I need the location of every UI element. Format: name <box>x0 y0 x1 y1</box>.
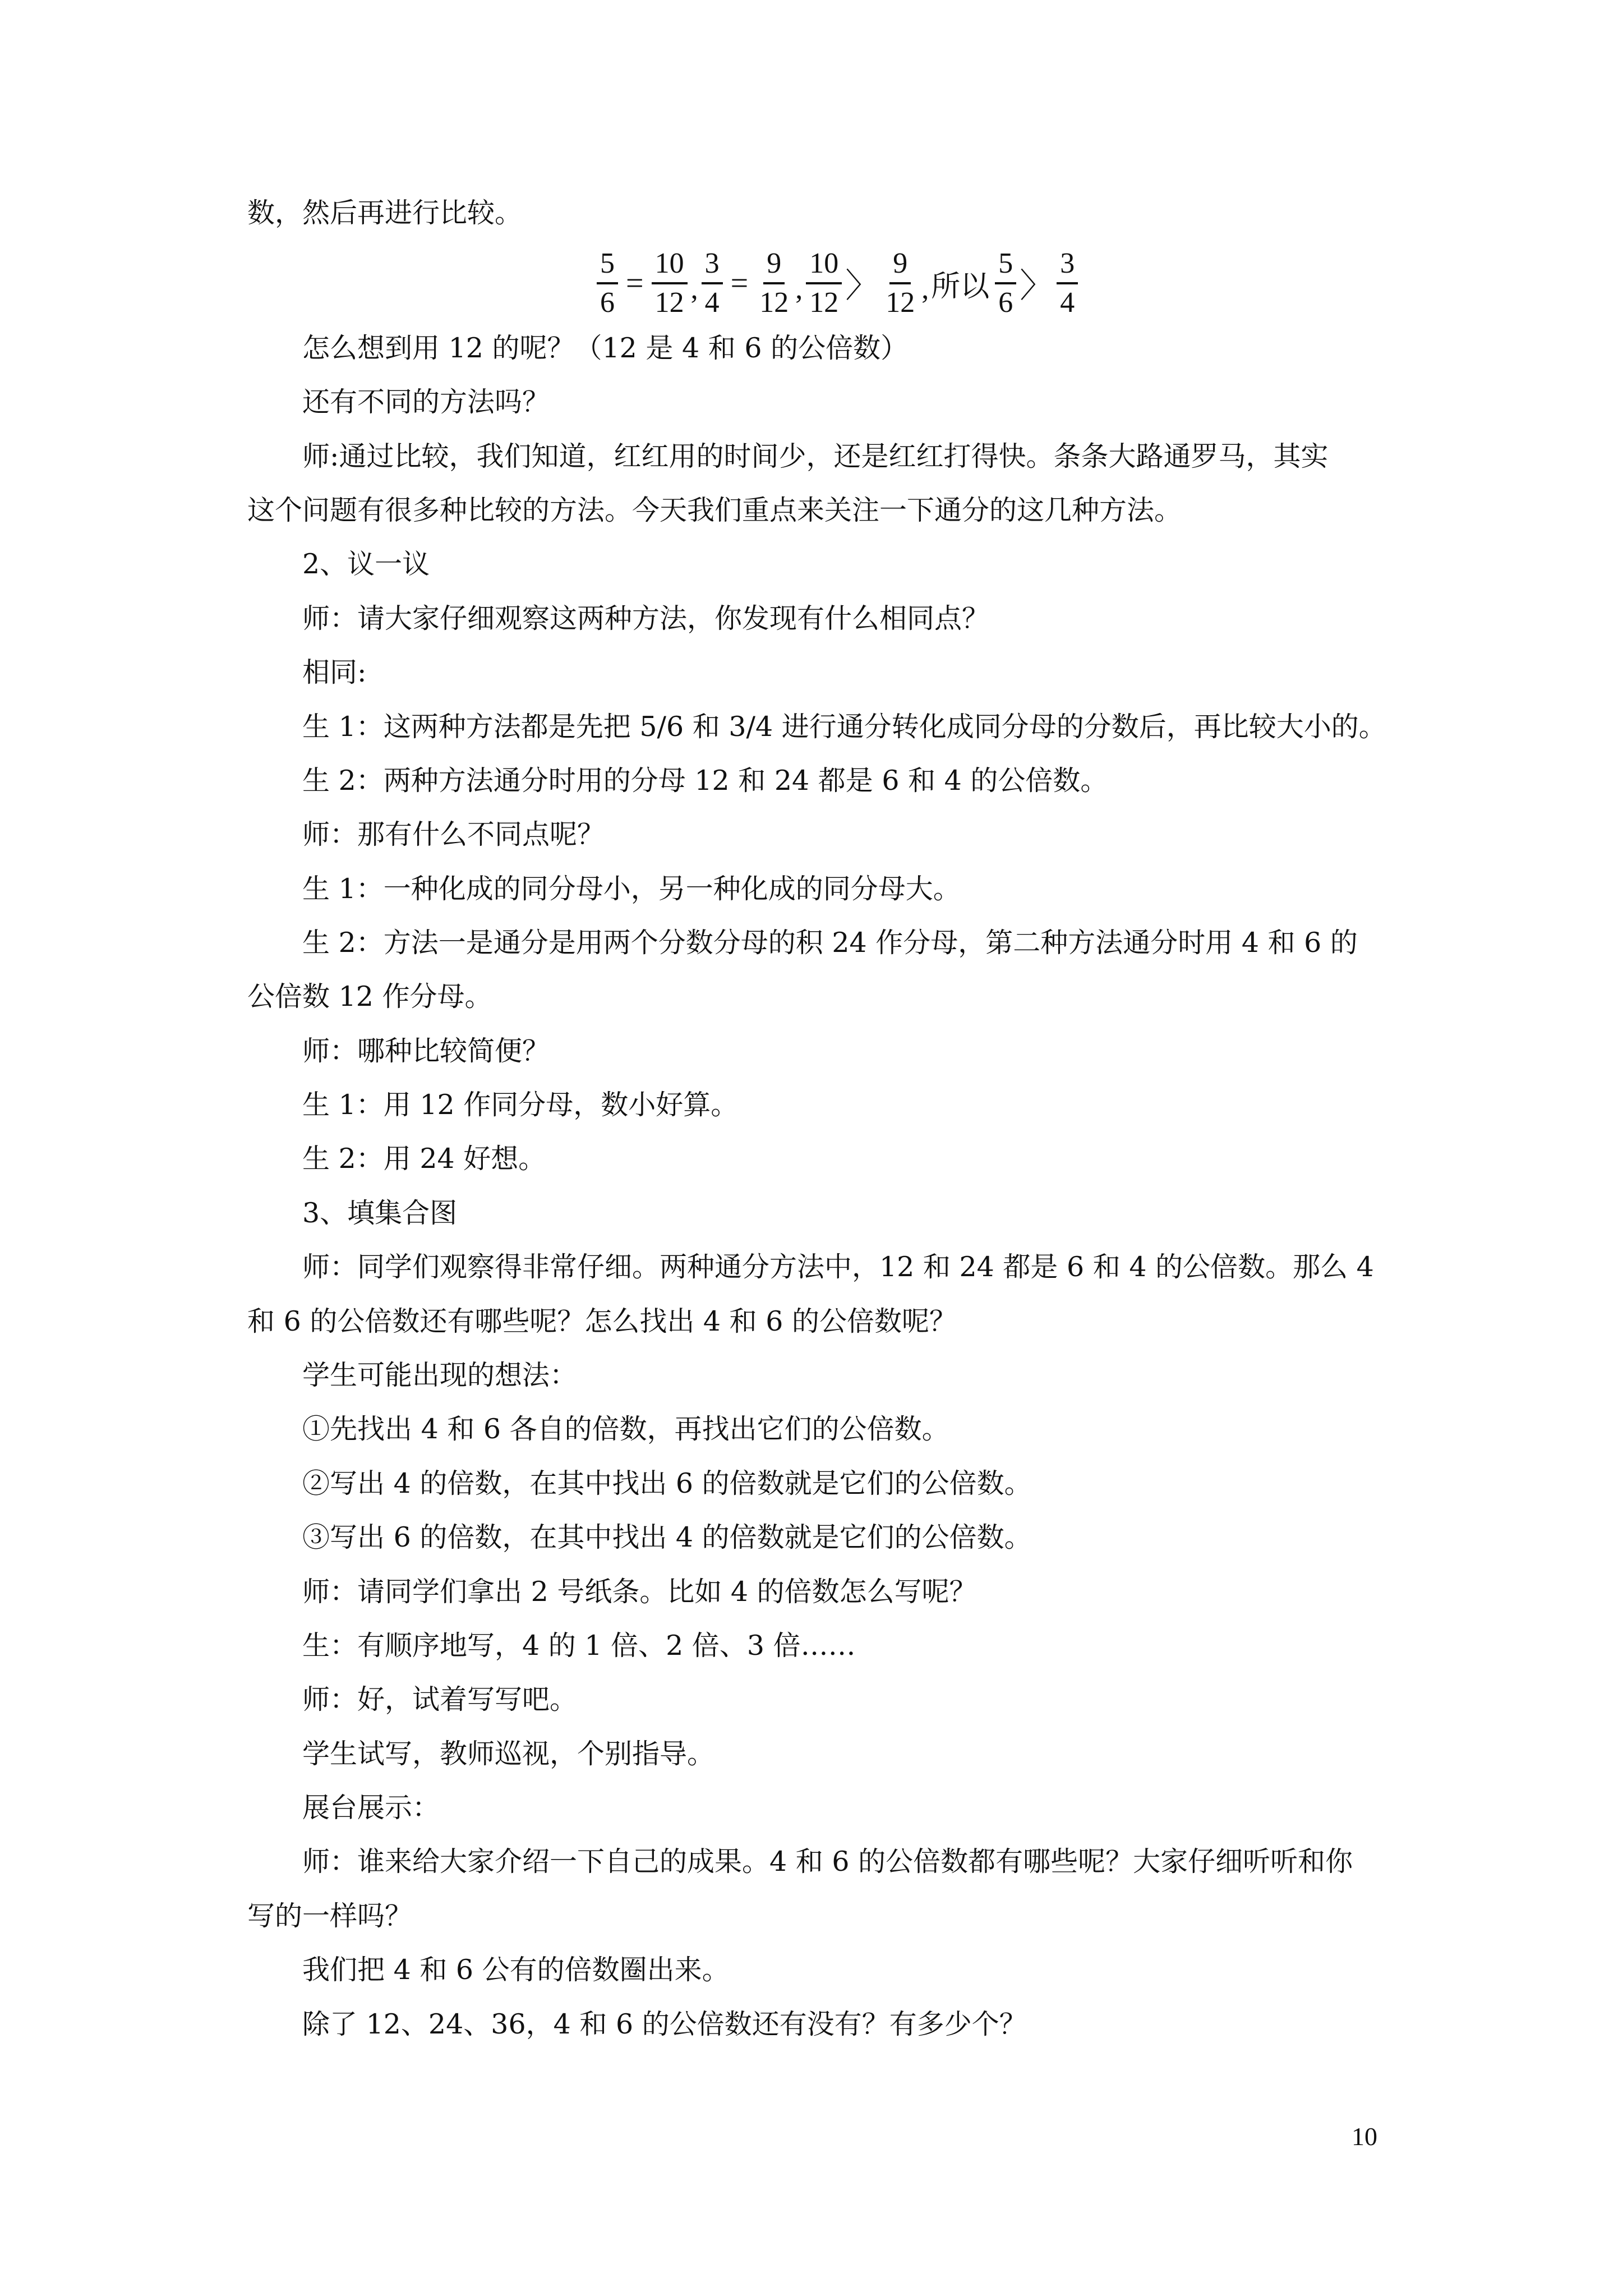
fraction-comparison-formula <box>594 238 1080 328</box>
text-line: ①先找出 4 和 6 各自的倍数，再找出它们的公倍数。 <box>302 1413 949 1445</box>
comma: , <box>690 273 698 305</box>
text-line: 师：好，试着写写吧。 <box>302 1683 578 1715</box>
equals-sign: = <box>730 266 749 301</box>
text-line: 和 6 的公倍数还有哪些呢？怎么找出 4 和 6 的公倍数呢？ <box>247 1305 957 1337</box>
fraction: $\frac{5}{6}$ <box>597 245 618 321</box>
greater-than-sign: 〉 <box>1020 268 1054 305</box>
text-line: ②写出 4 的倍数，在其中找出 6 的倍数就是它们的公倍数。 <box>302 1467 1032 1499</box>
text-line: 除了 12、24、36，4 和 6 的公倍数还有没有？有多少个？ <box>302 2008 1027 2040</box>
text-line: 生 2：两种方法通分时用的分母 12 和 24 都是 6 和 4 的公倍数。 <box>302 765 1108 797</box>
comma: , <box>921 273 929 305</box>
section-heading: 3、填集合图 <box>302 1197 458 1229</box>
equals-sign: = <box>626 266 644 301</box>
text-line: ③写出 6 的倍数，在其中找出 4 的倍数就是它们的公倍数。 <box>302 1521 1032 1553</box>
text-line: 展台展示： <box>302 1792 440 1824</box>
text-line: 还有不同的方法吗？ <box>302 386 550 418</box>
fraction: $\frac{9}{12}$ <box>882 245 918 321</box>
fraction: $\frac{5}{6}$ <box>995 245 1016 321</box>
text-line: 写的一样吗？ <box>247 1900 413 1932</box>
page-number: 10 <box>1352 2122 1377 2151</box>
comma: , <box>795 273 803 305</box>
text-line: 师：哪种比较简便？ <box>302 1035 550 1067</box>
text-line: 公倍数 12 作分母。 <box>247 981 492 1013</box>
fraction: $\frac{10}{12}$ <box>806 245 842 321</box>
greater-than-sign: 〉 <box>845 268 879 305</box>
text-line: 生 1：一种化成的同分母小，另一种化成的同分母大。 <box>302 873 961 905</box>
text-line: 生 2：用 24 好想。 <box>302 1143 546 1175</box>
text-line: 生：有顺序地写，4 的 1 倍、2 倍、3 倍…… <box>302 1630 856 1662</box>
text-line: 师:通过比较，我们知道，红红用的时间少，还是红红打得快。条条大路通罗马，其实 <box>302 440 1329 472</box>
text-line: 学生试写，教师巡视，个别指导。 <box>302 1738 715 1770</box>
text-line: 学生可能出现的想法： <box>302 1359 578 1391</box>
text-line: 数，然后再进行比较。 <box>247 197 523 229</box>
text-line: 师：同学们观察得非常仔细。两种通分方法中，12 和 24 都是 6 和 4 的公倍数。那么 4 <box>302 1251 1374 1283</box>
text-line: 生 1：这两种方法都是先把 5/6 和 3/4 进行通分转化成同分母的分数后，再比较大小的。 <box>302 711 1386 743</box>
text-line: 这个问题有很多种比较的方法。今天我们重点来关注一下通分的这几种方法。 <box>247 494 1182 526</box>
text-line: 师：谁来给大家介绍一下自己的成果。4 和 6 的公倍数都有哪些呢？大家仔细听听和你 <box>302 1846 1353 1878</box>
fraction: $\frac{10}{12}$ <box>652 245 688 321</box>
text-line: 生 2：方法一是通分是用两个分数分母的积 24 作分母，第二种方法通分时用 4 和 6 的 <box>302 927 1358 959</box>
fraction: $\frac{9}{12}$ <box>756 245 792 321</box>
text-line: 生 1：用 12 作同分母，数小好算。 <box>302 1089 739 1121</box>
text-line: 师：请大家仔细观察这两种方法，你发现有什么相同点？ <box>302 602 990 634</box>
text-line: 相同: <box>302 656 367 688</box>
fraction: $\frac{3}{4}$ <box>1057 245 1078 321</box>
fraction: $\frac{3}{4}$ <box>702 245 723 321</box>
text-line: 师：那有什么不同点呢？ <box>302 818 605 850</box>
text-line: 我们把 4 和 6 公有的倍数圈出来。 <box>302 1954 730 1986</box>
text-line: 师：请同学们拿出 2 号纸条。比如 4 的倍数怎么写呢？ <box>302 1576 977 1608</box>
so-text: 所以 <box>931 269 990 303</box>
section-heading: 2、议一议 <box>302 548 430 580</box>
text-line: 怎么想到用 12 的呢？（12 是 4 和 6 的公倍数） <box>302 332 909 364</box>
